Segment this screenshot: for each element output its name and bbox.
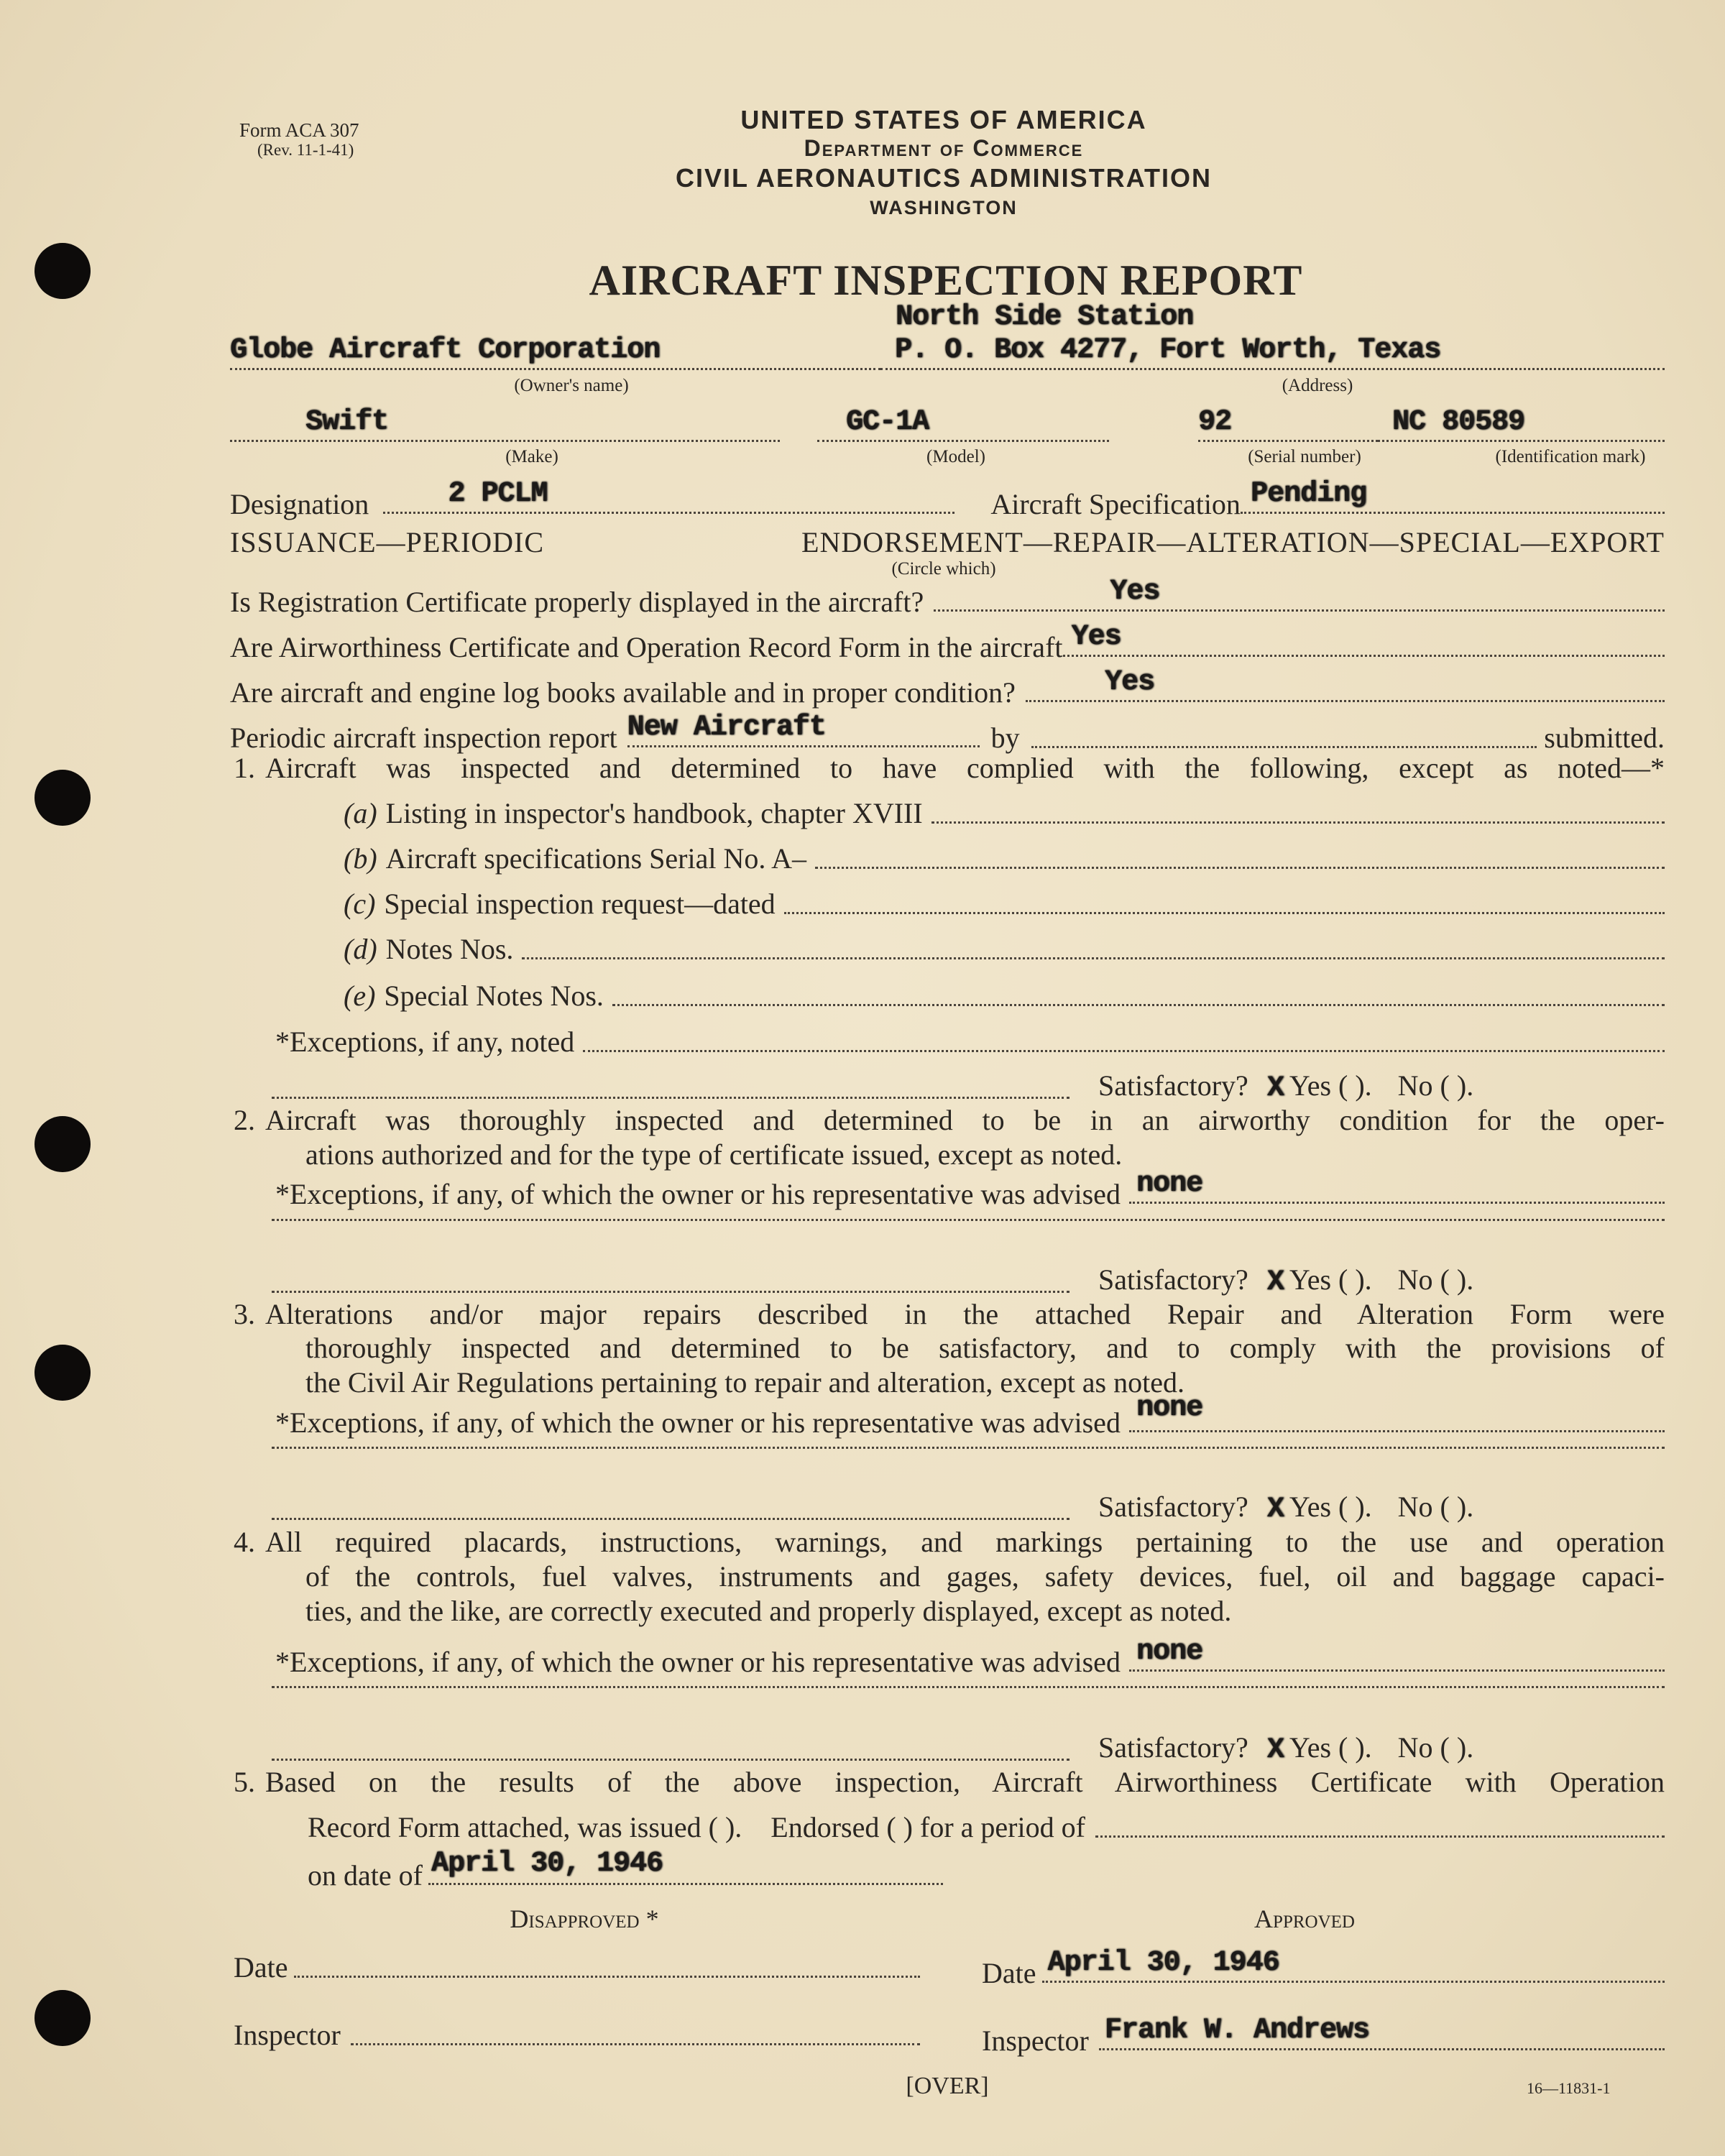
period-field[interactable] xyxy=(1095,1835,1665,1838)
item-key: (b) xyxy=(344,842,377,875)
approved-inspector-label: Inspector xyxy=(982,2024,1089,2057)
owner-station: North Side Station xyxy=(896,301,1194,333)
item-key: (d) xyxy=(344,933,377,965)
purpose-options[interactable]: ISSUANCE—PERIODIC ENDORSEMENT—REPAIR—ALTERATION—SPECIAL—EXPORT xyxy=(230,526,1665,558)
periodic-label: Periodic aircraft inspection report xyxy=(230,722,617,754)
satisfactory-label: Satisfactory? xyxy=(1098,1491,1248,1523)
disapproved-inspector-field[interactable] xyxy=(351,2043,920,2045)
over-note: [OVER] xyxy=(906,2073,989,2099)
on-date-field[interactable] xyxy=(428,1848,943,1885)
specification-value: Pending xyxy=(1250,478,1366,510)
satisfactory-yes[interactable]: X Yes ( ). xyxy=(1266,1491,1372,1526)
disapproved-date-label: Date xyxy=(234,1951,288,1984)
model-label: (Model) xyxy=(926,447,985,466)
disapproved-heading: Disapproved * xyxy=(510,1904,659,1933)
exceptions-field[interactable] xyxy=(272,1759,1070,1761)
exceptions-label: *Exceptions, if any, of which the owner or his representative was advised xyxy=(275,1646,1121,1678)
serial-field xyxy=(1198,406,1378,442)
submitted-label: submitted. xyxy=(1544,722,1665,754)
owner-name-field xyxy=(230,334,880,370)
item-text: Special inspection request—dated xyxy=(384,888,776,920)
by-label: by xyxy=(990,722,1020,754)
periodic-value: New Aircraft xyxy=(627,711,826,744)
question-answer: Yes xyxy=(1104,666,1154,699)
question-answer-field xyxy=(1026,666,1665,702)
make-label: (Make) xyxy=(505,447,558,466)
exceptions-value: none xyxy=(1136,1392,1202,1424)
section-number: 5. xyxy=(234,1766,255,1798)
address-value: P. O. Box 4277, Fort Worth, Texas xyxy=(895,334,1441,367)
item-key: (e) xyxy=(344,980,376,1012)
address-field xyxy=(880,334,1665,370)
approved-heading: Approved xyxy=(1254,1904,1355,1933)
satisfactory-no[interactable]: No ( ). xyxy=(1397,1069,1474,1102)
section-4-text: of the controls, fuel valves, instruments and gages, safety devices, fuel, oil and baggage capaci- xyxy=(305,1560,1665,1593)
designation-field xyxy=(383,478,954,514)
issued-option[interactable]: Record Form attached, was issued ( ). xyxy=(308,1811,742,1843)
section-3-text: Alterations and/or major repairs described in the attached Repair and Alteration Form were xyxy=(265,1298,1665,1330)
exceptions-field[interactable] xyxy=(1129,1392,1665,1432)
exceptions-field[interactable] xyxy=(583,1050,1665,1052)
id-mark-label: (Identification mark) xyxy=(1495,447,1646,466)
periodic-field xyxy=(627,711,980,747)
exceptions-value: none xyxy=(1136,1168,1202,1200)
owner-name-value: Globe Aircraft Corporation xyxy=(230,334,661,367)
typed-x-mark: X xyxy=(1266,1734,1284,1766)
model-field xyxy=(817,406,1109,442)
exceptions-field[interactable] xyxy=(1129,1168,1665,1204)
satisfactory-yes[interactable]: X Yes ( ). xyxy=(1266,1263,1372,1299)
serial-label: (Serial number) xyxy=(1248,447,1361,466)
typed-x-mark: X xyxy=(1266,1266,1284,1299)
exceptions-field[interactable] xyxy=(1129,1636,1665,1672)
exceptions-field[interactable] xyxy=(272,1097,1070,1099)
agency-city: WASHINGTON xyxy=(870,197,1018,218)
form-number: Form ACA 307 xyxy=(239,119,359,141)
agency-country: UNITED STATES OF AMERICA xyxy=(740,105,1147,134)
punch-hole xyxy=(34,1990,91,2046)
section-4-text: ties, and the like, are correctly executed and properly displayed, except as noted. xyxy=(305,1595,1232,1627)
section-number: 4. xyxy=(234,1526,255,1558)
exceptions-field[interactable] xyxy=(272,1291,1070,1293)
serial-value: 92 xyxy=(1198,406,1232,438)
item-text: Aircraft specifications Serial No. A– xyxy=(385,842,807,875)
make-field xyxy=(230,406,780,442)
satisfactory-no[interactable]: No ( ). xyxy=(1397,1491,1474,1523)
on-date-label: on date of xyxy=(308,1859,423,1892)
question-answer-field xyxy=(934,576,1665,612)
make-value: Swift xyxy=(305,406,389,438)
item-field[interactable] xyxy=(815,867,1665,869)
exceptions-label: *Exceptions, if any, noted xyxy=(275,1026,575,1058)
exceptions-label: *Exceptions, if any, of which the owner or his representative was advised xyxy=(275,1406,1121,1439)
exceptions-field[interactable] xyxy=(272,1447,1665,1449)
satisfactory-label: Satisfactory? xyxy=(1098,1263,1248,1296)
approved-inspector-field[interactable] xyxy=(1099,2014,1665,2050)
question-label: Are aircraft and engine log books available and in proper condition? xyxy=(230,676,1016,709)
agency-name: CIVIL AERONAUTICS ADMINISTRATION xyxy=(676,163,1212,193)
question-answer: Yes xyxy=(1110,576,1160,608)
typed-x-mark: X xyxy=(1266,1493,1284,1526)
section-3-text: the Civil Air Regulations pertaining to repair and alteration, except as noted. xyxy=(305,1366,1184,1399)
exceptions-label: *Exceptions, if any, of which the owner or his representative was advised xyxy=(275,1178,1121,1210)
disapproved-date-field[interactable] xyxy=(294,1976,920,1978)
approved-date-value: April 30, 1946 xyxy=(1047,1947,1279,1979)
designation-value: 2 PCLM xyxy=(448,478,548,510)
question-answer: Yes xyxy=(1071,621,1121,653)
punch-hole xyxy=(34,1345,91,1401)
exceptions-field[interactable] xyxy=(272,1686,1665,1688)
designation-label: Designation xyxy=(230,488,369,520)
item-key: (c) xyxy=(344,888,376,920)
item-text: Notes Nos. xyxy=(385,933,514,965)
section-2-text: Aircraft was thoroughly inspected and determined to be in an airworthy condition for the oper- xyxy=(265,1104,1665,1136)
approved-date-field[interactable] xyxy=(1042,1947,1665,1983)
question-label: Is Registration Certificate properly displayed in the aircraft? xyxy=(230,586,924,618)
by-field xyxy=(1031,746,1537,748)
agency-department: Department of Commerce xyxy=(804,135,1084,161)
item-key: (a) xyxy=(344,797,377,829)
satisfactory-no[interactable]: No ( ). xyxy=(1397,1731,1474,1764)
satisfactory-yes[interactable]: X Yes ( ). xyxy=(1266,1069,1372,1105)
approved-date-label: Date xyxy=(982,1957,1036,1989)
section-3-text: thoroughly inspected and determined to be satisfactory, and to comply with the provisions of xyxy=(305,1332,1665,1364)
item-field[interactable] xyxy=(784,912,1665,914)
model-value: GC-1A xyxy=(846,406,929,438)
exceptions-value: none xyxy=(1136,1636,1202,1668)
purpose-note: (Circle which) xyxy=(891,559,996,579)
section-number: 1. xyxy=(234,752,255,784)
id-mark-value: NC 80589 xyxy=(1392,406,1525,438)
owner-name-label: (Owner's name) xyxy=(514,376,629,395)
question-answer-field xyxy=(1063,621,1665,657)
section-number: 2. xyxy=(234,1104,255,1136)
question-label: Are Airworthiness Certificate and Operation Record Form in the aircraft xyxy=(230,631,1063,663)
exceptions-field[interactable] xyxy=(272,1518,1070,1520)
section-1-text: Aircraft was inspected and determined to have complied with the following, except as noted—* xyxy=(265,752,1665,784)
item-text: Special Notes Nos. xyxy=(384,980,604,1012)
section-4-text: All required placards, instructions, warnings, and markings pertaining to the use and operation xyxy=(265,1526,1665,1558)
satisfactory-yes[interactable]: X Yes ( ). xyxy=(1266,1731,1372,1766)
endorsed-option[interactable]: Endorsed ( ) for a period of xyxy=(770,1811,1085,1843)
satisfactory-label: Satisfactory? xyxy=(1098,1731,1248,1764)
on-date-value: April 30, 1946 xyxy=(431,1848,663,1880)
item-field[interactable] xyxy=(612,1004,1665,1006)
exceptions-field[interactable] xyxy=(272,1219,1665,1221)
section-5-text: Based on the results of the above inspection, Aircraft Airworthiness Certificate with Operation xyxy=(265,1766,1665,1798)
page-title: AIRCRAFT INSPECTION REPORT xyxy=(589,257,1303,304)
punch-hole xyxy=(34,770,91,826)
address-label: (Address) xyxy=(1282,376,1353,395)
form-revision: (Rev. 11-1-41) xyxy=(257,141,354,159)
section-2-text: ations authorized and for the type of certificate issued, except as noted. xyxy=(305,1138,1123,1171)
satisfactory-no[interactable]: No ( ). xyxy=(1397,1263,1474,1296)
specification-field xyxy=(1241,478,1665,514)
print-code: 16—11831-1 xyxy=(1527,2079,1611,2097)
item-field[interactable] xyxy=(932,821,1665,824)
punch-hole xyxy=(34,243,91,299)
item-text: Listing in inspector's handbook, chapter XVIII xyxy=(385,797,923,829)
disapproved-inspector-label: Inspector xyxy=(234,2019,341,2051)
approved-inspector-value: Frank W. Andrews xyxy=(1104,2014,1369,2047)
item-field[interactable] xyxy=(522,957,1665,959)
id-mark-field xyxy=(1378,406,1665,442)
punch-hole xyxy=(34,1116,91,1172)
specification-label: Aircraft Specification xyxy=(990,488,1241,520)
section-number: 3. xyxy=(234,1298,255,1330)
satisfactory-label: Satisfactory? xyxy=(1098,1069,1248,1102)
typed-x-mark: X xyxy=(1266,1072,1284,1105)
